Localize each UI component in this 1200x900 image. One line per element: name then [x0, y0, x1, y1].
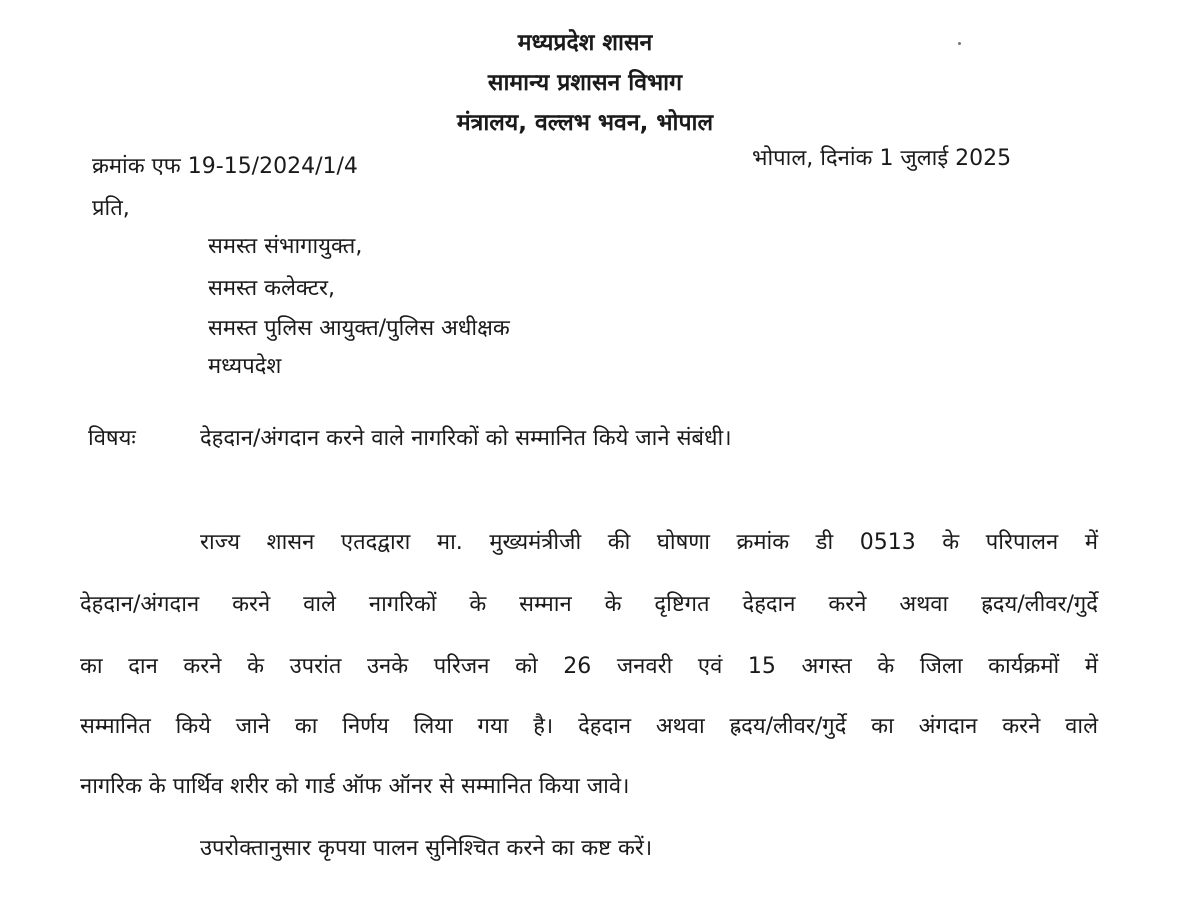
- closing-request: उपरोक्तानुसार कृपया पालन सुनिश्चित करने का कष्ट करें।: [200, 836, 653, 861]
- addressee-line: समस्त पुलिस आयुक्त/पुलिस अधीक्षक: [208, 316, 510, 341]
- addressee-prefix: प्रति,: [92, 196, 130, 221]
- body-line: सम्मानित किये जाने का निर्णय लिया गया है। देहदान अथवा ह्रदय/लीवर/गुर्दे का अंगदान करने वाले: [80, 714, 1098, 739]
- addressee-line: मध्यपदेश: [208, 354, 282, 379]
- header-government: मध्यप्रदेश शासन: [517, 30, 653, 56]
- subject-label: विषयः: [88, 426, 136, 451]
- reference-number: क्रमांक एफ 19-15/2024/1/4: [92, 154, 358, 179]
- addressee-line: समस्त कलेक्टर,: [208, 276, 336, 301]
- header-address: मंत्रालय, वल्लभ भवन, भोपाल: [456, 110, 714, 136]
- subject-text: देहदान/अंगदान करने वाले नागरिकों को सम्मानित किये जाने संबंधी।: [200, 426, 732, 451]
- addressee-line: समस्त संभागायुक्त,: [208, 234, 363, 259]
- body-line: नागरिक के पार्थिव शरीर को गार्ड ऑफ ऑनर से सम्मानित किया जावे।: [80, 774, 630, 799]
- body-line: राज्य शासन एतदद्वारा मा. मुख्यमंत्रीजी की घोषणा क्रमांक डी 0513 के परिपालन में: [200, 530, 1098, 555]
- body-line: देहदान/अंगदान करने वाले नागरिकों के सम्मान के दृष्टिगत देहदान करने अथवा ह्रदय/लीवर/गुर्दे: [80, 592, 1098, 617]
- body-line: का दान करने के उपरांत उनके परिजन को 26 जनवरी एवं 15 अगस्त के जिला कार्यक्रमों में: [80, 654, 1098, 679]
- header-department: सामान्य प्रशासन विभाग: [487, 70, 683, 96]
- place-date: भोपाल, दिनांक 1 जुलाई 2025: [752, 146, 1012, 171]
